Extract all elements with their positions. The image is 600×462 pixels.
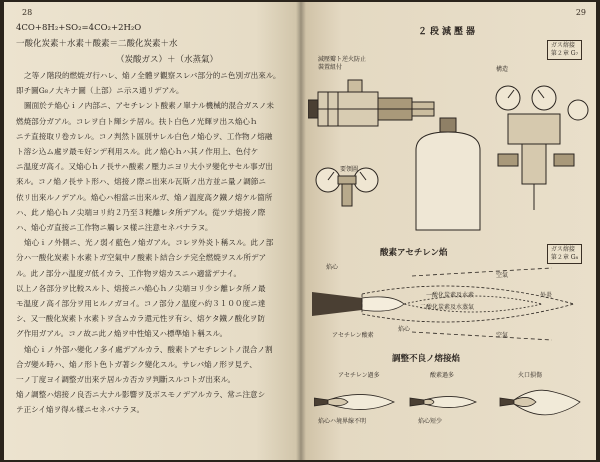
book-spread [4,2,596,460]
label-valve-assembly: 減壓瓣ト逆火防止 [318,56,367,63]
left-body [16,20,286,418]
paragraphs [16,68,286,418]
adjust-item-0-title: アセチレン過多 [338,372,380,379]
paragraph-line: ニ温度ガ高イ。又焔心ｈノ長サハ酸素ノ壓力ニヨリ大小ヲ變化サセル事ガ出 [16,162,273,172]
pressure-gauge-icon [316,168,378,206]
paragraph-line: 焔ノ調整ハ熔接ノ良否ニ大ナル影響ヲ及ボスモノデアルカラ、常ニ注意シ [16,390,266,400]
paragraph-line: ハ、焔心ガ直接ニ工作物ニ觸レヌ樣ニ注意セネバナラヌ。 [16,223,213,233]
page-number-left: 28 [22,8,33,17]
flame-label-4: 空氣 [496,332,509,339]
adjust-title: 調整不良ノ熔接焰 [392,354,461,364]
left-page [4,2,300,460]
flame-label-2: 外炎 [540,292,553,299]
figure-ref-g8-line1: ガス熔接 [550,246,575,253]
paragraph-line: 焔心ｉノ外側ニ、光ノ弱イ藍色ノ焔ガアル。コレヲ外炎ト稱スル。此ノ部 [24,238,274,248]
flame-damaged-tip-icon [500,390,580,415]
regulator-cutaway-icon [308,80,434,126]
adjust-item-2-title: 火口損傷 [518,372,543,379]
flame-label-6: アセチレン酸素 [332,332,374,339]
flame-label-5: 焰心 [398,326,411,333]
figure-ref-g7-line1: ガス熔接 [550,42,575,49]
label-valve-assembly-2: 裝置組付 [318,64,343,71]
two-stage-regulator-icon [496,86,588,210]
adjust-item-1-title: 酸素過多 [430,372,455,379]
paragraph-line: 之等ノ階段的燃焼ガ行ハレ、焔ノ全體ヲ觀察スレバ部分的ニ色別ガ出來ル。 [24,71,281,80]
flame-oxygen-excess-icon [410,396,476,407]
torch-nozzle-icon [312,292,362,316]
equation-words: 一酸化炭素＋水素＋酸素＝二酸化炭素＋水 [16,39,178,49]
figure-ref-g8-line2: 第２章 G₈ [550,254,578,261]
paragraph-line: シ、又一酸化炭素ト水素トヲ含ムカラ還元性ヲ有シ、熔ケタ鐵ノ酸化ヲ防 [16,314,265,324]
flame-acetylene-excess-icon [314,394,394,409]
figure-title: ２段減壓器 [417,27,478,37]
label-diagram: 要領圖 [340,166,359,173]
flame-label-1: 一酸化炭素及水素 [426,292,475,299]
gas-cylinder-icon [416,118,480,230]
flame-label-3: 空氣 [496,272,509,279]
figure-ref-g7-line2: 第２章 G₇ [550,50,578,57]
label-structure: 構造 [496,66,509,73]
paragraph-line: 分ハ一酸化炭素ト水素トガ空氣中ノ酸素ト結合シテ完全燃焼ヲスル所デア [16,253,267,263]
section-title-flame: 酸素アセチレン焰 [380,248,448,258]
paragraph-line: テ正シイ焔ヲ得ル樣ニセネバナラヌ。 [16,405,145,415]
equation-products: （炭酸ガス）＋（水蒸氣） [116,55,219,65]
paragraph-line: 焔心ｉノ外部ハ變化ノ多イ處デアルカラ、酸素トアセチレントノ混合ノ割 [24,344,273,354]
paragraph-line: 圖面於テ焔心ｉノ内部ニ、アセチレント酸素ノ單ナル機械的混合ガスノ未 [24,101,275,111]
page-number-right: 29 [575,8,586,17]
adjust-item-1-note: 焰心短少 [418,418,443,425]
paragraph-line: 合ガ變ル時ハ、焔ノ形ト色トガ著シク變化スル。サレバ焔ノ形ヲ見テ、 [16,359,257,369]
adjust-flames [314,382,586,422]
book-gutter [296,2,306,460]
flame-label-7: 二酸化炭素及水蒸氣 [420,304,475,311]
paragraph-line: 即チ圖G₈ノ大キナ圖（上部）ニ示ス通リデアル。 [16,86,184,96]
paragraph-line: 燃焼部分ガアル。コレヲ白ト輝シテ居ル。扶ト白色ノ光輝ヲ出ス焔心ｈ [16,116,258,126]
paragraph-line: モ温度ノ高イ部分ヲ用ヒルノガヨイ。コノ部分ノ温度ハ約３１００度ニ達 [16,299,266,309]
paragraph-line: グ作用ガアル。コノ故ニ此ノ焔ヲ中性焔又ハ標準焔ト稱スル。 [16,329,228,339]
paragraph-line: ニテ直接取リ卷カレル。コノ判然ト區別サレル白色ノ焔心ヲ、工作物ノ熔融 [16,131,273,141]
paragraph-line: 來ル。コノ焔ノ長サト形ハ、熔接ノ際ニ出來ル瓦斯ノ出方並ニ量ノ調節ニ [16,177,266,187]
paragraph-line: ト溶シ込ム處ヲ最モ好ンデ利用スル。此ノ焔心ｈハ其ノ作用上、色付ケ [16,147,259,157]
paragraph-line: ル。此ノ部分ハ温度ガ低イカラ、工作物ヲ熔カスニハ適當デナイ。 [16,268,242,278]
figure-ref-g7 [547,40,582,60]
figure-ref-g8 [547,244,582,264]
paragraph-line: 依リ出來ルノデアル。焔心ハ相當ニ出來ルガ、焔ノ温度高ク鐵ノ熔ケル箇所 [16,192,273,202]
equation-chemical: 4CO+8H₂+SO₂=4CO₂+2H₂O [16,23,142,33]
flame-label-0: 焰心 [326,264,339,271]
paragraph-line: ハ、此ノ焔心ｈノ尖端ヨリ約２乃至３粍離レタ所デアル。從ツテ熔接ノ際 [16,207,266,217]
adjust-item-0-note: 焰心ハ境界線不明 [318,418,367,425]
paragraph-line: 以上ノ各部分ヲ比較スルト、熔接ニハ焔心ｈノ尖端ヨリ少シ離レタ所ノ最 [16,283,266,293]
paragraph-line: 一ノ丁度ヨイ調整ガ出來テ居ルカ否カヲ判斷スルコトガ出來ル。 [16,375,236,385]
right-page [300,2,596,460]
regulator-illustration [308,70,592,240]
